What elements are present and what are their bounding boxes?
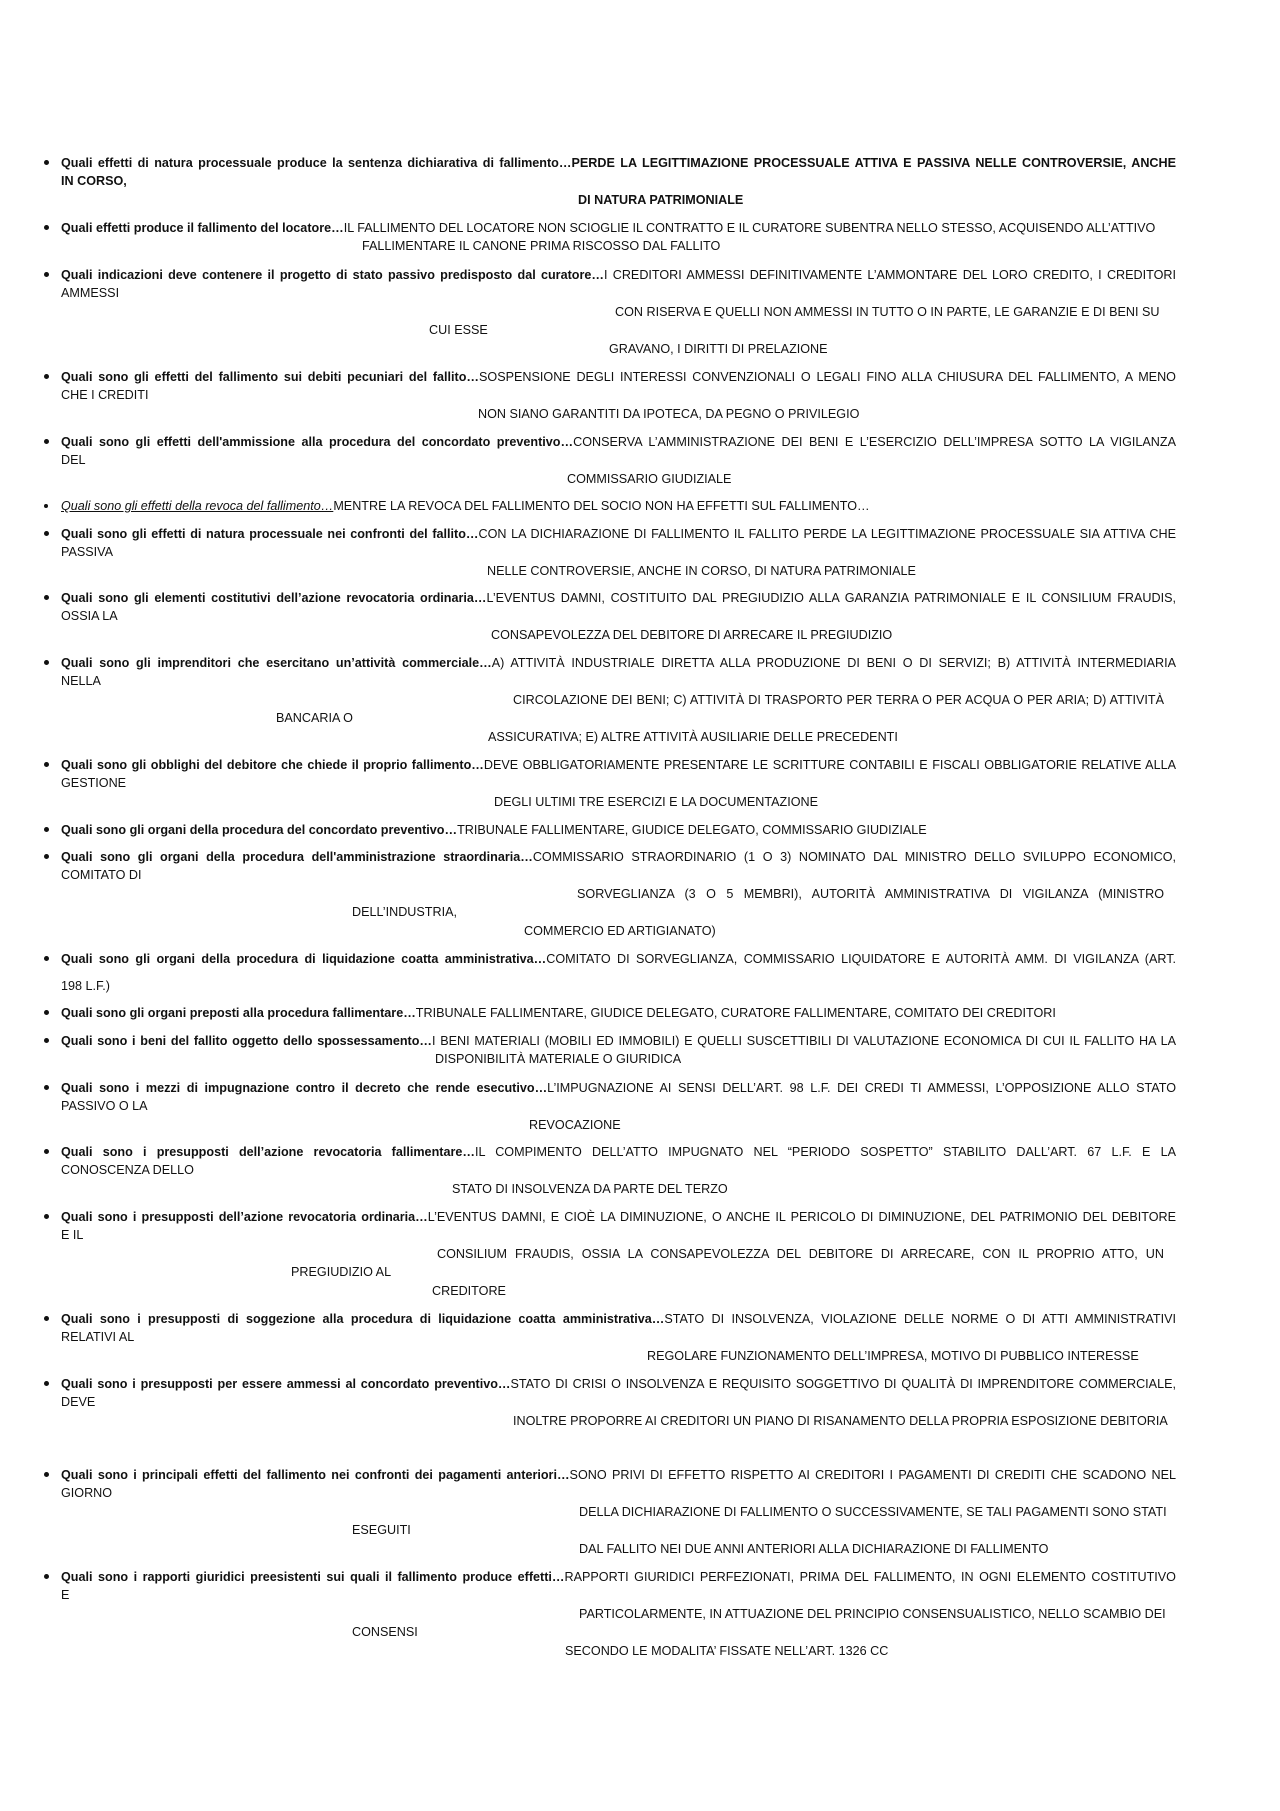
wrap-line: E IL xyxy=(61,1228,84,1242)
answer-text: CON LA DICHIARAZIONE DI FALLIMENTO IL FALLITO PERDE LA LEGITTIMAZIONE PROCESSUALE SIA ATTIVA CHE xyxy=(478,527,1176,541)
list-item xyxy=(44,848,1176,866)
question-text: Quali sono gli imprenditori che esercitano un’attività commerciale… xyxy=(61,656,492,670)
answer-text: TRIBUNALE FALLIMENTARE, GIUDICE DELEGATO, CURATORE FALLIMENTARE, COMITATO DEI CREDITORI xyxy=(415,1006,1056,1020)
wrap-line: CHE I CREDITI xyxy=(61,388,149,402)
answer-text: IL FALLIMENTO DEL LOCATORE NON SCIOGLIE IL CONTRATTO E IL CURATORE SUBENTRA NELLO STESSO, ACQUISENDO ALL’ATTIVO xyxy=(343,221,1156,235)
item-line xyxy=(61,1310,1176,1329)
bullet-icon xyxy=(44,1085,49,1090)
list-item xyxy=(44,368,1176,386)
bullet-icon xyxy=(44,225,49,230)
wrap-line: DEVE xyxy=(61,1395,96,1409)
item-line xyxy=(61,219,1176,238)
item-line xyxy=(61,154,1176,173)
continuation-line: CONSILIUM FRAUDIS, OSSIA LA CONSAPEVOLEZZA DEL DEBITORE DI ARRECARE, CON IL PROPRIO ATTO, UN xyxy=(437,1247,1164,1261)
bullet-icon xyxy=(44,439,49,444)
continuation-line: GRAVANO, I DIRITTI DI PRELAZIONE xyxy=(609,342,828,356)
item-line xyxy=(61,1143,1176,1162)
answer-text: L’EVENTUS DAMNI, COSTITUITO DAL PREGIUDIZIO ALLA GARANZIA PATRIMONIALE E IL CONSILIUM FRAUDIS, xyxy=(486,591,1177,605)
continuation-line: NON SIANO GARANTITI DA IPOTECA, DA PEGNO O PRIVILEGIO xyxy=(478,407,860,421)
wrap-line: GESTIONE xyxy=(61,776,127,790)
wrap-line: IN CORSO, xyxy=(61,174,127,188)
question-text: Quali sono gli organi preposti alla procedura fallimentare… xyxy=(61,1006,416,1020)
item-line xyxy=(61,368,1176,387)
continuation-line: STATO DI INSOLVENZA DA PARTE DEL TERZO xyxy=(452,1182,728,1196)
continuation-line: INOLTRE PROPORRE AI CREDITORI UN PIANO DI RISANAMENTO DELLA PROPRIA ESPOSIZIONE DEBITORIA xyxy=(513,1414,1168,1428)
question-text: Quali effetti produce il fallimento del locatore… xyxy=(61,221,344,235)
question-text: Quali effetti di natura processuale produce la sentenza dichiarativa di fallimento… xyxy=(61,156,572,170)
continuation-line: ESEGUITI xyxy=(352,1523,411,1537)
question-text: Quali sono gli organi della procedura del concordato preventivo… xyxy=(61,823,458,837)
answer-text: CONSERVA L’AMMINISTRAZIONE DEI BENI E L’ESERCIZIO DELL’IMPRESA SOTTO LA VIGILANZA xyxy=(573,435,1176,449)
answer-text: I BENI MATERIALI (MOBILI ED IMMOBILI) E QUELLI SUSCETTIBILI DI VALUTAZIONE ECONOMICA DI CUI IL FALLITO HA LA xyxy=(432,1034,1176,1048)
answer-text: COMITATO DI SORVEGLIANZA, COMMISSARIO LIQUIDATORE E AUTORITÀ AMM. DI VIGILANZA (ART. xyxy=(546,952,1177,966)
question-text: Quali sono i rapporti giuridici preesistenti sui quali il fallimento produce effetti… xyxy=(61,1570,565,1584)
bullet-icon xyxy=(44,1472,49,1477)
list-item xyxy=(44,525,1176,543)
answer-text: IL COMPIMENTO DELL’ATTO IMPUGNATO NEL “PERIODO SOSPETTO” STABILITO DALL’ART. 67 L.F. E LA xyxy=(474,1145,1176,1159)
answer-text: L’IMPUGNAZIONE AI SENSI DELL’ART. 98 L.F. DEI CREDI TI AMMESSI, L’OPPOSIZIONE ALLO STATO xyxy=(547,1081,1176,1095)
continuation-line: CREDITORE xyxy=(432,1284,506,1298)
wrap-line: E xyxy=(61,1588,70,1602)
list-item xyxy=(44,1004,1176,1022)
answer-text: STATO DI INSOLVENZA, VIOLAZIONE DELLE NORME O DI ATTI AMMINISTRATIVI xyxy=(664,1312,1176,1326)
item-line xyxy=(61,1079,1176,1098)
list-item xyxy=(44,589,1176,607)
answer-text: TRIBUNALE FALLIMENTARE, GIUDICE DELEGATO, COMMISSARIO GIUDIZIALE xyxy=(457,823,927,837)
list-item xyxy=(44,154,1176,172)
continuation-line: PREGIUDIZIO AL xyxy=(291,1265,392,1279)
question-text: Quali indicazioni deve contenere il progetto di stato passivo predisposto dal curatore… xyxy=(61,268,604,282)
question-text: Quali sono i mezzi di impugnazione contro il decreto che rende esecutivo… xyxy=(61,1081,548,1095)
question-text: Quali sono gli effetti della revoca del fallimento… xyxy=(61,499,334,513)
answer-text: I CREDITORI AMMESSI DEFINITIVAMENTE L’AMMONTARE DEL LORO CREDITO, I CREDITORI xyxy=(603,268,1176,282)
item-line xyxy=(61,525,1176,544)
wrap-line: GIORNO xyxy=(61,1486,113,1500)
question-text: Quali sono gli effetti del fallimento sui debiti pecuniari del fallito… xyxy=(61,370,480,384)
bullet-icon xyxy=(44,827,49,832)
question-text: Quali sono gli effetti di natura processuale nei confronti del fallito… xyxy=(61,527,479,541)
wrap-line: PASSIVA xyxy=(61,545,114,559)
wrap-line: OSSIA LA xyxy=(61,609,118,623)
bullet-icon xyxy=(44,531,49,536)
wrap-line: RELATIVI AL xyxy=(61,1330,135,1344)
wrap-line: PASSIVO O LA xyxy=(61,1099,148,1113)
question-text: Quali sono gli organi della procedura di liquidazione coatta amministrativa… xyxy=(61,952,547,966)
wrap-line: CONOSCENZA DELLO xyxy=(61,1163,194,1177)
answer-text: DEVE OBBLIGATORIAMENTE PRESENTARE LE SCRITTURE CONTABILI E FISCALI OBBLIGATORIE RELATIVE ALLA xyxy=(483,758,1176,772)
list-item xyxy=(44,654,1176,672)
wrap-line: 198 L.F.) xyxy=(61,979,111,993)
continuation-line: DI NATURA PATRIMONIALE xyxy=(578,193,744,207)
continuation-line: CON RISERVA E QUELLI NON AMMESSI IN TUTTO O IN PARTE, LE GARANZIE E DI BENI SU xyxy=(615,305,1160,319)
continuation-line: COMMERCIO ED ARTIGIANATO) xyxy=(524,924,716,938)
wrap-line: AMMESSI xyxy=(61,286,120,300)
answer-text: RAPPORTI GIURIDICI PERFEZIONATI, PRIMA DEL FALLIMENTO, IN OGNI ELEMENTO COSTITUTIVO xyxy=(564,1570,1176,1584)
continuation-line: CUI ESSE xyxy=(429,323,488,337)
question-text: Quali sono gli obblighi del debitore che chiede il proprio fallimento… xyxy=(61,758,484,772)
bullet-icon xyxy=(44,1574,49,1579)
wrap-line: DEL xyxy=(61,453,86,467)
item-line xyxy=(61,848,1176,867)
list-item xyxy=(44,1208,1176,1226)
bullet-icon xyxy=(44,504,48,508)
item-line xyxy=(61,266,1176,285)
continuation-line: FALLIMENTARE IL CANONE PRIMA RISCOSSO DAL FALLITO xyxy=(362,239,721,253)
list-item xyxy=(44,1310,1176,1328)
continuation-line: DAL FALLITO NEI DUE ANNI ANTERIORI ALLA DICHIARAZIONE DI FALLIMENTO xyxy=(579,1542,1049,1556)
item-line xyxy=(61,821,1176,840)
answer-text: STATO DI CRISI O INSOLVENZA E REQUISITO SOGGETTIVO DI QUALITÀ DI IMPRENDITORE COMMERCIALE, xyxy=(510,1377,1176,1391)
question-text: Quali sono i presupposti per essere ammessi al concordato preventivo… xyxy=(61,1377,511,1391)
item-line xyxy=(61,1208,1176,1227)
item-line xyxy=(61,1375,1176,1394)
list-item xyxy=(44,497,1176,515)
continuation-line: DEGLI ULTIMI TRE ESERCIZI E LA DOCUMENTAZIONE xyxy=(494,795,818,809)
continuation-line: ASSICURATIVA; E) ALTRE ATTIVITÀ AUSILIARIE DELLE PRECEDENTI xyxy=(488,730,898,744)
list-item xyxy=(44,1143,1176,1161)
list-item xyxy=(44,1375,1176,1393)
question-text: Quali sono gli elementi costitutivi dell’azione revocatoria ordinaria… xyxy=(61,591,487,605)
answer-text: SONO PRIVI DI EFFETTO RISPETTO AI CREDITORI I PAGAMENTI DI CREDITI CHE SCADONO NEL xyxy=(569,1468,1176,1482)
continuation-line: COMMISSARIO GIUDIZIALE xyxy=(567,472,732,486)
answer-text: SOSPENSIONE DEGLI INTERESSI CONVENZIONALI O LEGALI FINO ALLA CHIUSURA DEL FALLIMENTO, A MENO xyxy=(479,370,1176,384)
continuation-line: DELLA DICHIARAZIONE DI FALLIMENTO O SUCCESSIVAMENTE, SE TALI PAGAMENTI SONO STATI xyxy=(579,1505,1167,1519)
bullet-icon xyxy=(44,272,49,277)
bullet-icon xyxy=(44,1316,49,1321)
item-line xyxy=(61,950,1176,969)
bullet-icon xyxy=(44,660,49,665)
list-item xyxy=(44,756,1176,774)
continuation-line: BANCARIA O xyxy=(276,711,353,725)
list-item xyxy=(44,1568,1176,1586)
bullet-icon xyxy=(44,1381,49,1386)
bullet-icon xyxy=(44,854,49,859)
question-text: Quali sono gli effetti dell'ammissione alla procedura del concordato preventivo… xyxy=(61,435,574,449)
bullet-icon xyxy=(44,1214,49,1219)
list-item xyxy=(44,433,1176,451)
bullet-icon xyxy=(44,762,49,767)
question-text: Quali sono i beni del fallito oggetto dello spossessamento… xyxy=(61,1034,432,1048)
wrap-line: COMITATO DI xyxy=(61,868,142,882)
answer-text: A) ATTIVITÀ INDUSTRIALE DIRETTA ALLA PRODUZIONE DI BENI O DI SERVIZI; B) ATTIVITÀ INTERMEDIARIA xyxy=(491,656,1177,670)
list-item xyxy=(44,950,1176,968)
answer-text: COMMISSARIO STRAORDINARIO (1 O 3) NOMINATO DAL MINISTRO DELLO SVILUPPO ECONOMICO, xyxy=(532,850,1176,864)
wrap-line: NELLA xyxy=(61,674,101,688)
bullet-icon xyxy=(44,374,49,379)
continuation-line: DISPONIBILITÀ MATERIALE O GIURIDICA xyxy=(435,1052,682,1066)
item-line xyxy=(61,589,1176,608)
list-item xyxy=(44,1079,1176,1097)
answer-text: PERDE LA LEGITTIMAZIONE PROCESSUALE ATTIVA E PASSIVA NELLE CONTROVERSIE, ANCHE xyxy=(571,156,1177,170)
bullet-icon xyxy=(44,1038,49,1043)
item-line xyxy=(61,654,1176,673)
item-line xyxy=(61,1466,1176,1485)
question-text: Quali sono i presupposti dell’azione revocatoria fallimentare… xyxy=(61,1145,475,1159)
question-text: Quali sono i principali effetti del fallimento nei confronti dei pagamenti anteriori… xyxy=(61,1468,570,1482)
bullet-icon xyxy=(44,1010,49,1015)
item-line xyxy=(61,1032,1176,1051)
continuation-line: CONSAPEVOLEZZA DEL DEBITORE DI ARRECARE IL PREGIUDIZIO xyxy=(491,628,893,642)
list-item xyxy=(44,1032,1176,1050)
question-text: Quali sono gli organi della procedura dell'amministrazione straordinaria… xyxy=(61,850,533,864)
continuation-line: SECONDO LE MODALITA’ FISSATE NELL’ART. 1326 CC xyxy=(565,1644,889,1658)
bullet-icon xyxy=(44,956,49,961)
answer-text: MENTRE LA REVOCA DEL FALLIMENTO DEL SOCIO NON HA EFFETTI SUL FALLIMENTO… xyxy=(333,499,870,513)
continuation-line: DELL’INDUSTRIA, xyxy=(352,905,457,919)
list-item xyxy=(44,821,1176,839)
continuation-line: PARTICOLARMENTE, IN ATTUAZIONE DEL PRINCIPIO CONSENSUALISTICO, NELLO SCAMBIO DEI xyxy=(579,1607,1166,1621)
continuation-line: REVOCAZIONE xyxy=(529,1118,621,1132)
item-line xyxy=(61,497,1176,516)
question-text: Quali sono i presupposti di soggezione alla procedura di liquidazione coatta amministrativa… xyxy=(61,1312,665,1326)
list-item xyxy=(44,219,1176,237)
bullet-icon xyxy=(44,595,49,600)
answer-text: L’EVENTUS DAMNI, E CIOÈ LA DIMINUZIONE, O ANCHE IL PERICOLO DI DIMINUZIONE, DEL PATRIMONIO DEL DEBITORE xyxy=(427,1210,1176,1224)
list-item xyxy=(44,1466,1176,1484)
question-text: Quali sono i presupposti dell’azione revocatoria ordinaria… xyxy=(61,1210,428,1224)
item-line xyxy=(61,433,1176,452)
item-line xyxy=(61,1568,1176,1587)
item-line xyxy=(61,756,1176,775)
bullet-icon xyxy=(44,1149,49,1154)
continuation-line: NELLE CONTROVERSIE, ANCHE IN CORSO, DI NATURA PATRIMONIALE xyxy=(487,564,916,578)
continuation-line: SORVEGLIANZA (3 O 5 MEMBRI), AUTORITÀ AMMINISTRATIVA DI VIGILANZA (MINISTRO xyxy=(577,887,1164,901)
continuation-line: CIRCOLAZIONE DEI BENI; C) ATTIVITÀ DI TRASPORTO PER TERRA O PER ACQUA O PER ARIA; D) ATTIVITÀ xyxy=(513,693,1164,707)
item-line xyxy=(61,1004,1176,1023)
continuation-line: REGOLARE FUNZIONAMENTO DELL’IMPRESA, MOTIVO DI PUBBLICO INTERESSE xyxy=(647,1349,1139,1363)
list-item xyxy=(44,266,1176,284)
continuation-line: CONSENSI xyxy=(352,1625,418,1639)
bullet-icon xyxy=(44,160,49,165)
